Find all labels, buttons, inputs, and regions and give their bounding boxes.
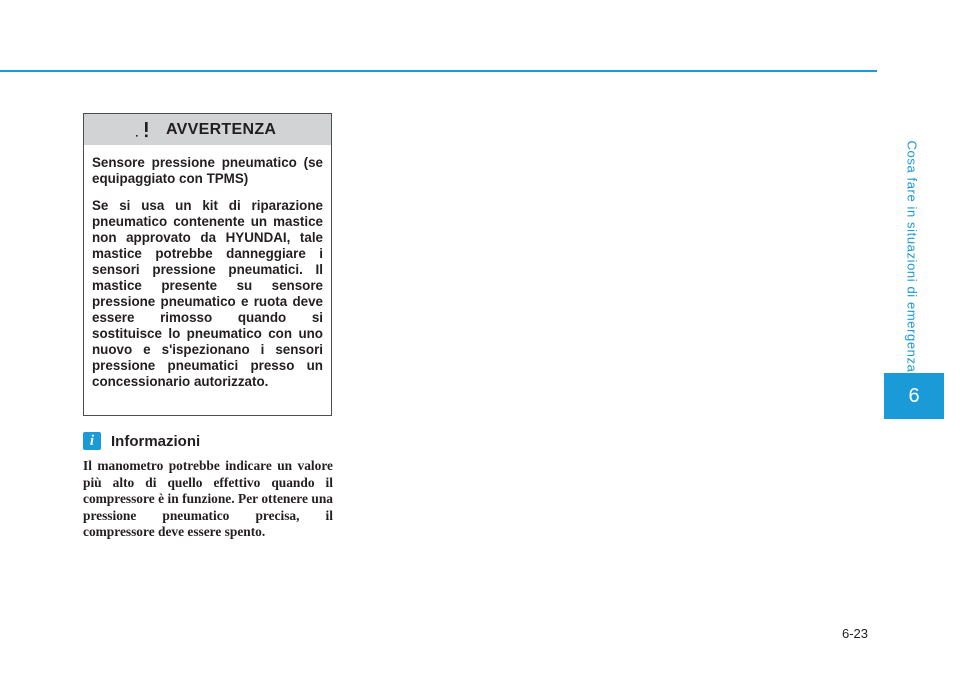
- warning-header: [84, 114, 331, 145]
- section-title: Cosa fare in situazioni di emergenza: [904, 140, 920, 372]
- header-rule: [0, 70, 877, 72]
- info-heading: [83, 431, 200, 451]
- page-number: 6-23: [842, 626, 869, 641]
- warning-title: AVVERTENZA: [166, 120, 277, 138]
- section-side-label: [897, 140, 927, 372]
- info-title: Informazioni: [111, 432, 201, 450]
- chapter-tab: 6: [884, 373, 944, 419]
- info-text: Il manometro potrebbe indicare un valore più alto di quello effettivo quando il compressore è in funzione. Per ottenere una pressione pneumatico precisa, il compressore deve essere spento.: [83, 458, 333, 539]
- warning-body: [84, 145, 331, 390]
- warning-box: [83, 113, 332, 416]
- warning-text: Se si usa un kit di riparazione pneumatico contenente un mastice non approvato da HYUNDAI, tale mastice potrebbe danneggiare i sensori pressione pneumatici. Il mastice presente su sensore pressione pneumatico e ruota deve essere rimosso quando si sostituisce lo pneumatico con uno nuovo e s'ispezionano i sensori pressione pneumatici presso un concessionario autorizzato.: [92, 198, 323, 389]
- info-icon: i: [83, 432, 101, 450]
- warning-subtitle: Sensore pressione pneumatico (se equipaggiato con TPMS): [92, 155, 323, 186]
- warning-exclamation-icon: [134, 120, 158, 140]
